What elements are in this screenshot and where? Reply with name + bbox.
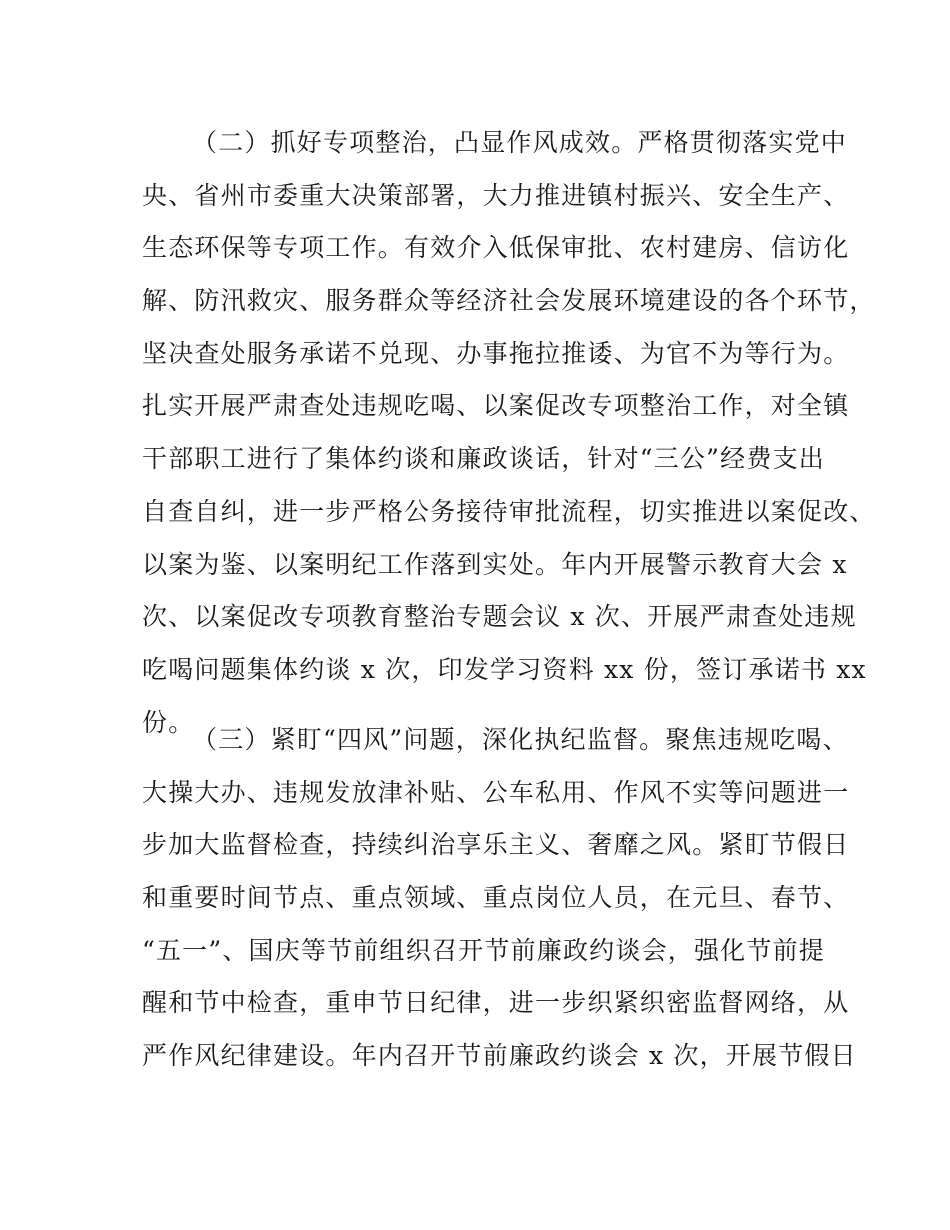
paragraph-line: （三）紧盯“四风”问题，深化执纪监督。聚焦违规吃喝、 xyxy=(192,725,849,754)
paragraph-special-rectification xyxy=(142,117,876,749)
paragraph-line: （二）抓好专项整治，凸显作风成效。严格贯彻落实党中 xyxy=(192,128,848,157)
paragraph-line: 严作风纪律建设。年内召开节前廉政约谈会 x 次，开展节假日 xyxy=(142,1041,857,1071)
paragraph-line: 扎实开展严肃查处违规吃喝、以案促改专项整治工作，对全镇 xyxy=(142,391,850,421)
paragraph-line: “五一”、国庆等节前组织召开节前廉政约谈会，强化节前提 xyxy=(142,935,825,965)
paragraph-line: 和重要时间节点、重点领域、重点岗位人员，在元旦、春节、 xyxy=(142,883,850,913)
paragraph-line: 自查自纠，进一步严格公务接待审批流程，切实推进以案促改、 xyxy=(142,496,876,526)
paragraph-line: 解、防汛救灾、服务群众等经济社会发展环境建设的各个环节， xyxy=(142,286,876,316)
paragraph-line: 大操大办、违规发放津补贴、公车私用、作风不实等问题进一 xyxy=(142,777,850,807)
paragraph-line: 干部职工进行了集体约谈和廉政谈话，针对“三公”经费支出 xyxy=(142,444,825,474)
paragraph-line: 步加大监督检查，持续纠治享乐主义、奢靡之风。紧盯节假日 xyxy=(142,830,850,860)
paragraph-line: 次、以案促改专项教育整治专题会议 x 次、开展严肃查处违规 xyxy=(142,602,857,632)
paragraph-line: 坚决查处服务承诺不兑现、办事拖拉推诿、为官不为等行为。 xyxy=(142,338,850,368)
paragraph-four-winds-supervision xyxy=(142,714,857,1083)
paragraph-line: 吃喝问题集体约谈 x 次，印发学习资料 xx 份，签订承诺书 xx xyxy=(142,654,867,684)
paragraph-line: 央、省州市委重大决策部署，大力推进镇村振兴、安全生产、 xyxy=(142,180,850,210)
paragraph-line: 份。 xyxy=(142,707,195,737)
paragraph-line: 以案为鉴、以案明纪工作落到实处。年内开展警示教育大会 x xyxy=(142,549,848,579)
paragraph-line: 醒和节中检查，重申节日纪律，进一步织紧织密监督网络，从 xyxy=(142,988,850,1018)
paragraph-line: 生态环保等专项工作。有效介入低保审批、农村建房、信访化 xyxy=(142,233,850,263)
